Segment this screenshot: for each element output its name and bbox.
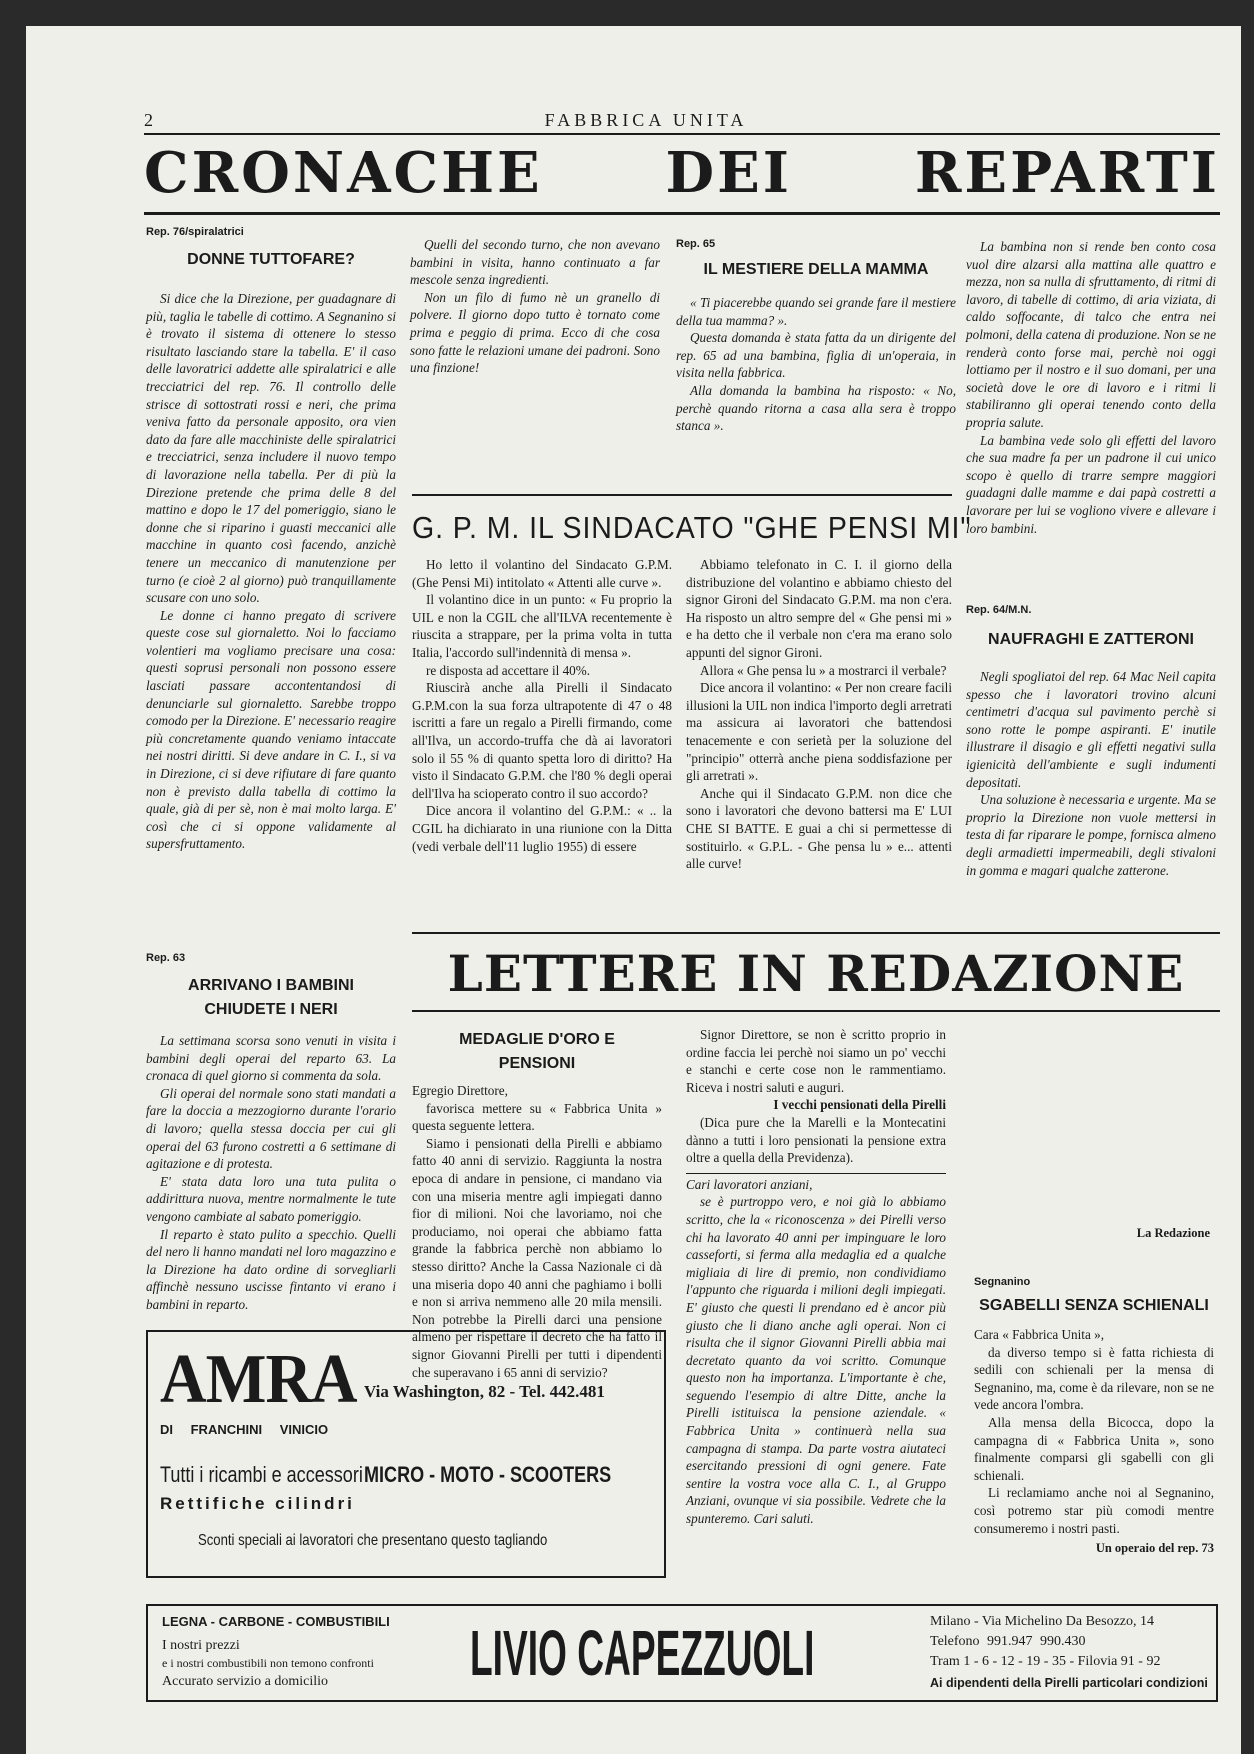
gpm-headline: G. P. M. IL SINDACATO "GHE PENSI MI": [412, 510, 972, 545]
article-naufraghi: [966, 604, 1216, 879]
paragraph: Signor Direttore, se non è scritto proprio in ordine faccia lei perchè noi siamo un po' vecchi e stanchi e certe cose non le rammentiamo. Riceva i nostri saluti e auguri.: [686, 1027, 946, 1095]
ad-cap-left-3: Accurato servizio a domicilio: [162, 1674, 328, 1689]
gpm-col-2: [686, 556, 952, 873]
paragraph: La bambina non si rende ben conto cosa vuol dire alzarsi alla mattina alle quattro e mezza, non sa nulla di sfruttamento, di ritmi di lavoro, di tabelle di cottimo, di aria viziata, di caldo soffocante, di talco che entra nei polmoni, della catena di produzione. Non se ne renderà conto forse mai, perchè noi oggi lottiamo per il nostro e il suo domani, per una società dove le ore di lavoro e i ritmi li stabiliranno gli operai tenendo conto della propria salute.: [966, 239, 1216, 430]
article-mamma-continued: [966, 238, 1216, 537]
paragraph: re disposta ad accettare il 40%.: [426, 662, 591, 678]
gpm-col-1: [412, 556, 672, 855]
article-headline-1: ARRIVANO I BAMBINI: [188, 977, 354, 994]
article-bambini-continued: [410, 236, 660, 377]
letter-body: [974, 1326, 1214, 1537]
salutation: Cara « Fabbrica Unita »,: [974, 1327, 1105, 1342]
paragraph: Li reclamiamo anche noi al Segnanino, così potremo star più comodi mentre consumeremo i nostri pasti.: [974, 1485, 1214, 1536]
article-body: [676, 294, 956, 435]
letter-signature: Un operaio del rep. 73: [1095, 1541, 1214, 1556]
header-rule: [144, 133, 1220, 135]
paragraph: Ho letto il volantino del Sindacato G.P.M. (Ghe Pensi Mi) intitolato « Attenti alle curve ».: [412, 557, 672, 590]
letter-signature: I vecchi pensionati della Pirelli: [773, 1097, 946, 1113]
ad-cap-left-1: I nostri prezzi: [162, 1638, 240, 1653]
paragraph: Quelli del secondo turno, che non avevano bambini in visita, hanno continuato a far mescole senza ingredienti.: [410, 237, 660, 288]
postscript: (Dica pure che la Marelli e la Montecatini dànno a tutti i loro pensionati la pensione extra oltre a quella della Previdenza).: [686, 1114, 946, 1166]
reply-paragraph: se è purtroppo vero, e noi già lo abbiamo scritto, che la « riconoscenza » dei Pirelli verso chi ha lavorato 40 anni per impinguare le loro casseforti, si ferma alla medaglia ed a qualche migliaia di lire di premio, non condividiamo l'appunto che riguarda i milioni degli impiegati. E' giusto che questi li prendano ed è ancor più giusto che li diano anche agli operai. Non ci risulta che il signor Giovanni Pirelli abbia mai decretato quanto da voi scritto. Comunque questo non ha importanza. L'importante è che, seguendo l'esempio di altre Ditte, anche la Pirelli istituisca la pensione aziendale. « Fabbrica Unita » continuerà nella sua campagna di stampa. Da parte vostra aiutateci esercitando pressioni di ogni genere. Fate sentire la vostra voce alla C. I., al Gruppo Anziani, ovunque vi sia possibile. Vedrete che la spunteremo. Cari saluti.: [686, 1194, 946, 1527]
paragraph: Alla mensa della Bicocca, dopo la campagna di « Fabbrica Unita », sono finalmente comparsi gli sgabelli con gli schienali.: [974, 1414, 1214, 1483]
paragraph: Non un filo di fumo nè un granello di polvere. Il giorno dopo tutto è tornato come prima e peggio di prima. Ecco di che cosa sono fatte le relazioni umane dei padroni. Sono una finzione!: [410, 289, 660, 376]
paragraph: La settimana scorsa sono venuti in visita i bambini degli operai del reparto 63. La cronaca di quel giorno si commenta da sola.: [146, 1033, 396, 1084]
paragraph: Gli operai del normale sono stati mandati a fare la doccia a mezzogiorno durante l'orario di lavoro; quella stessa doccia per cui gli operai del 63 furono costretti a 6 settimane di agitazione e di protesta.: [146, 1085, 396, 1172]
article-headline-2: CHIUDETE I NERI: [204, 1001, 338, 1018]
paragraph: La bambina vede solo gli effetti del lavoro che sua madre fa per un padrone il cui unico scopo è quello di trarre sempre maggiori guadagni dalle mamme e dai papà costretti a lavorare per lui se vogliono vivere e allevare i loro bambini.: [966, 432, 1216, 536]
ad-amra-owner: DI FRANCHINI VINICIO: [160, 1422, 329, 1437]
ad-cap-addr-2: Telefono 991.947 990.430: [930, 1634, 1086, 1649]
article-body: [146, 290, 396, 853]
letter-medaglie: [412, 1028, 662, 1381]
paragraph: Abbiamo telefonato in C. I. il giorno della distribuzione del volantino e abbiamo chiesto del signor Gironi del Sindacato G.P.M. ma non c'era. Ha risposto un altro sempre del « Ghe pensi mi » e ha detto che il verbale non c'era ma erano solo appunti del signor Gironi.: [686, 557, 952, 660]
section-title: CRONACHE DEI REPARTI: [144, 140, 1220, 206]
article-mamma: [676, 238, 956, 435]
paragraph: Una soluzione è necessaria e urgente. Ma se proprio la Direzione non vuole mettersi in testa di far riparare le pompe, fornisca almeno degli armadietti impermeabili, degli stivaloni in gomma e magari qualche zatterone.: [966, 792, 1216, 878]
article-headline: IL MESTIERE DELLA MAMMA: [703, 261, 929, 278]
rep-label: Rep. 65: [676, 238, 716, 250]
rep-label: Rep. 63: [146, 952, 186, 964]
paragraph: Allora « Ghe pensa lu » a mostrarci il verbale?: [700, 662, 947, 678]
paragraph: Alla domanda la bambina ha risposto: « No, perchè quando ritorna a casa alla sera è troppo stanca ».: [676, 382, 956, 434]
ad-capezzuoli: [146, 1604, 1218, 1702]
paragraph: Negli spogliatoi del rep. 64 Mac Neil capita spesso che i lavoratori trovino alcuni centimetri d'acqua sul pavimento perchè si sono rotte le pompe aspiranti. E' inutile illustrare il disagio e gli effetti negativi sulla igienicità dell'ambiente e sugli indumenti depositati.: [966, 669, 1216, 790]
letter-headline: SGABELLI SENZA SCHIENALI: [979, 1297, 1209, 1314]
reply-signature: La Redazione: [1136, 1226, 1210, 1240]
ad-amra-line3: Sconti speciali ai lavoratori che presentano questo tagliando: [198, 1532, 548, 1549]
paragraph: Il reparto è stato pulito a specchio. Quelli del nero li hanno mandati nel loro magazzino e la Direzione ha dato ordine di sorvegliarli affinchè nessuno uscisse fintanto vi erano i bambini in reparto.: [146, 1226, 396, 1312]
ad-cap-left-title: LEGNA - CARBONE - COMBUSTIBILI: [162, 1614, 390, 1629]
paragraph: Anche qui il Sindacato G.P.M. non dice che sono i lavoratori che devono battersi ma E' LUI CHE SI BATTE. E guai a chi si permettesse di sostituirlo. « G.P.L. - Ghe pensa lu » e... attenti alle curve!: [686, 785, 952, 872]
ad-cap-left-2: e i nostri combustibili non temono confronti: [162, 1656, 374, 1670]
paragraph: da diverso tempo si è fatta richiesta di sedili con schienali per la mensa di Segnanino, ma, come è da rilevare, non se ne vede ancora l'ombra.: [974, 1344, 1214, 1413]
lettere-bottom-rule: [412, 1010, 1220, 1012]
ad-amra-name: AMRA: [160, 1341, 357, 1418]
ad-amra-vehicles: MICRO - MOTO - SCOOTERS: [363, 1462, 611, 1487]
ad-amra-line2: Rettifiche cilindri: [160, 1494, 355, 1513]
article-headline: NAUFRAGHI E ZATTERONI: [988, 631, 1194, 648]
paragraph: « Ti piacerebbe quando sei grande fare il mestiere della tua mamma? ».: [676, 295, 956, 328]
article-body: [966, 668, 1216, 879]
gpm-top-rule: [412, 494, 952, 496]
lettere-top-rule: [412, 932, 1220, 934]
paragraph: Dice ancora il volantino: « Per non creare facili illusioni la UIL non indica l'importo degli arretrati ma assicura ai lavoratori che battendosi tenacemente e con serietà per la soluzione del "principio" otterrà anche piena soddisfazione per gli arretrati ».: [686, 680, 952, 784]
ad-amra-line1: [160, 1462, 665, 1488]
letter-sgabelli: [974, 1276, 1214, 1556]
ad-cap-addr-3: Tram 1 - 6 - 12 - 19 - 35 - Filovia 91 - 92: [930, 1654, 1161, 1669]
ad-cap-addr-4: Ai dipendenti della Pirelli particolari condizioni: [930, 1676, 1208, 1690]
paragraph: E' stata data loro una tuta pulita o addirittura nuova, mentre normalmente le tute vengono cambiate al sabato pomeriggio.: [146, 1173, 396, 1224]
rep-label: Rep. 64/M.N.: [966, 604, 1032, 616]
ad-amra-address: Via Washington, 82 - Tel. 442.481: [364, 1382, 605, 1401]
ad-cap-name: LIVIO CAPEZZUOLI: [470, 1617, 815, 1689]
paragraph: Il volantino dice in un punto: « Fu proprio la UIL e non la CGIL che all'ILVA recentemente è riuscita a strappare, per la prima volta in tutta Italia, l'accordo sull'indennità di mensa ».: [412, 592, 672, 660]
paragraph: Riuscirà anche alla Pirelli il Sindacato G.P.M.con la sua forza ultrapotente di 47 o 48 iscritti a fare un regalo a Pirelli firmando, come all'Ilva, un accordo-truffa che dà ai lavoratori solo il 55 % di quanto spetta loro di diritto? Ha visto il Sindacato G.P.M. che l'80 % degli operai dell'Ilva ha scioperato contro il suo accordo?: [412, 680, 672, 801]
paragraph: Dice ancora il volantino del G.P.M.: « .. la CGIL ha dichiarato in una riunione con la Ditta (vedi verbale dell'11 luglio 1955) di essere: [412, 803, 672, 854]
masthead: FABBRICA UNITA: [544, 110, 748, 130]
article-body: [146, 1032, 396, 1314]
ad-amra-parts: Tutti i ricambi e accessori: [160, 1462, 363, 1487]
letter-headline-2: PENSIONI: [498, 1055, 576, 1072]
article-bambini: [146, 952, 396, 1314]
article-donne: [146, 226, 396, 853]
article-headline: DONNE TUTTOFARE?: [187, 251, 355, 268]
letter-headline-1: MEDAGLIE D'ORO E: [459, 1031, 615, 1048]
ad-amra: [146, 1330, 666, 1578]
paragraph: Le donne ci hanno pregato di scrivere queste cose sul giornaletto. Noi lo facciamo volentieri ma vogliamo precisare una cosa: questi soprusi personali non possono essere lasciati passare accontentandosi di denunciarle sul giornaletto. Sarebbe troppo comodo per la Direzione. E' necessario reagire più concretamente quando veniamo intaccate nei nostri diritti. Si deve andare in C. I., si va in Direzione, ci si deve rifiutare di fare quanto non è previsto dalla tabella di cottimo la quale, già di per sè, non è mai molto larga. E' così che ci si oppone validamente al supersfruttamento.: [146, 607, 396, 852]
newspaper-page: [26, 26, 1241, 1754]
paragraph: favorisca mettere su « Fabbrica Unita » questa seguente lettera.: [412, 1100, 662, 1134]
lettere-title: LETTERE IN REDAZIONE: [447, 944, 1185, 1003]
paragraph: Siamo i pensionati della Pirelli e abbiamo fatto 40 anni di servizio. Raggiunta la nostra epoca di andare in pensione, ci mandano via con una miseria mentre agli impiegati danno fior di milioni. Noi che lavoriamo, noi che produciamo, noi operai che abbiamo fatta grande la fabbrica perchè non abbiamo lo stesso diritto? Anche la Cassa Nazionale ci dà una miseria dopo 40 anni che paghiamo i bolli e non si arriva nemmeno alle 20 mila mensili. Non potrebbe la Pirelli darci una pensione almeno per rispettare il decreto che ha fatto il signor Giovanni Pirelli per tutti i dipendenti che superavano i 65 anni di servizio?: [412, 1135, 662, 1380]
location-label: Segnanino: [974, 1276, 1031, 1288]
ad-cap-addr-1: Milano - Via Michelino Da Besozzo, 14: [930, 1614, 1155, 1629]
salutation: Egregio Direttore,: [412, 1083, 508, 1098]
page-number: 2: [144, 110, 153, 130]
reply-salutation: Cari lavoratori anziani,: [686, 1176, 813, 1192]
paragraph: Questa domanda è stata fatta da un dirigente del rep. 65 ad una bambina, figlia di un'operaia, in visita nella fabbrica.: [676, 330, 956, 381]
letter-medaglie-continued: [686, 1026, 946, 1528]
paragraph: Si dice che la Direzione, per guadagnare di più, taglia le tabelle di cottimo. A Segnanino si è trovato il sistema di ottenere lo stesso risultato lasciando stare la tabella. E' il caso delle lavoratrici addette alle spiralatrici e alle trecciatrici del rep. 76. Il controllo delle strisce di sottostrati rossi e neri, che prima veniva fatto da personale apposito, ora vien dato da fare alle macchiniste delle spiralatrici e trecciatrici, senza includere il nuovo tempo di lavorazione nella tabella. Per di più la Direzione pretende che prima delle 8 del mattino e dopo le 17 del pomeriggio, siano le donne che si riparino i guasti meccanici alle macchine in quanto così facendo, anzichè tenere un meccanico di manutenzione per turno (e cioè 2 al giorno) può tranquillamente scusare con uno solo.: [146, 291, 396, 606]
section-rule: [144, 212, 1220, 215]
rep-label: Rep. 76/spiralatrici: [146, 226, 244, 238]
